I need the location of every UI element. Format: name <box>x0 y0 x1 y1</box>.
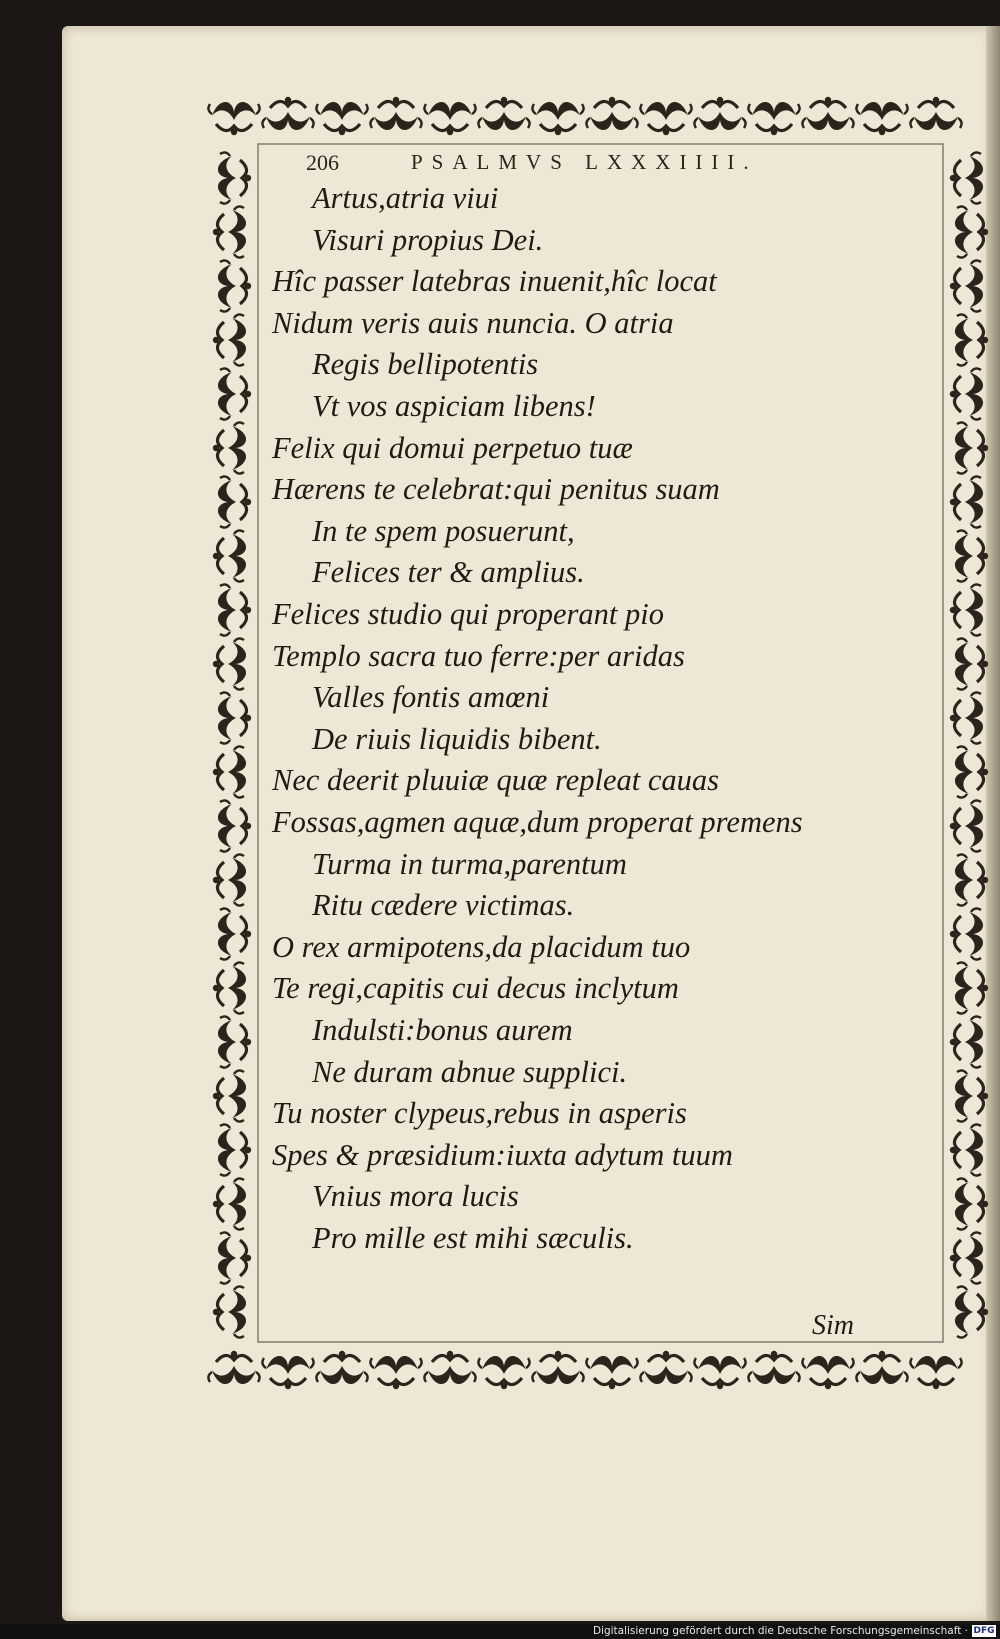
verse-line: Nec deerit pluuiæ quæ repleat cauas <box>272 763 719 798</box>
verse-line: Vt vos aspiciam libens! <box>312 389 596 423</box>
verse-line: Vnius mora lucis <box>312 1179 519 1214</box>
funding-note: Digitalisierung gefördert durch die Deutsche Forschungsgemeinschaft · <box>592 1625 968 1637</box>
verse-line: Hærens te celebrat:qui penitus suam <box>272 472 720 507</box>
verse-line: Spes & præsidium:iuxta adytum tuum <box>272 1137 733 1172</box>
verse-line: Tu noster clypeus,rebus in asperis <box>272 1096 687 1131</box>
verse-line: Ne duram abnue supplici. <box>312 1054 628 1089</box>
dfg-logo: DFG <box>973 1626 995 1636</box>
verse-line: Felices ter & amplius. <box>312 555 585 590</box>
verse-line: Templo sacra tuo ferre:per aridas <box>272 638 685 673</box>
verse-line: O rex armipotens,da placidum tuo <box>272 929 691 964</box>
footer-bar <box>0 1624 1000 1639</box>
verse-line: Felices studio qui properant pio <box>272 597 664 631</box>
verse-line: Regis bellipotentis <box>312 347 539 382</box>
verse-line: Turma in turma,parentum <box>312 846 627 881</box>
verse-line: In te spem posuerunt, <box>312 513 575 548</box>
page-number: 206 <box>306 150 339 175</box>
verse-line: Artus,atria viui <box>312 181 499 215</box>
verse-line: Indulsti:bonus aurem <box>312 1013 573 1047</box>
running-head-title: PSALMVS LXXXIIII. <box>411 150 758 174</box>
verse-line: Te regi,capitis cui decus inclytum <box>272 971 679 1006</box>
running-header <box>306 150 776 180</box>
verse-line: Pro mille est mihi sæculis. <box>312 1221 634 1255</box>
verse-line: Hîc passer latebras inuenit,hîc locat <box>272 264 717 299</box>
verse-line: Nidum veris auis nuncia. O atria <box>272 305 674 340</box>
catchword: Sim <box>812 1310 854 1341</box>
verse-line: Valles fontis amœni <box>312 680 550 715</box>
verse-line: Visuri propius Dei. <box>312 222 544 257</box>
verse-line: Felix qui domui perpetuo tuæ <box>272 430 633 465</box>
verse-line: Ritu cædere victimas. <box>312 888 575 923</box>
verse-line: Fossas,agmen aquæ,dum properat premens <box>272 805 803 839</box>
verse-line: De riuis liquidis bibent. <box>312 721 602 756</box>
